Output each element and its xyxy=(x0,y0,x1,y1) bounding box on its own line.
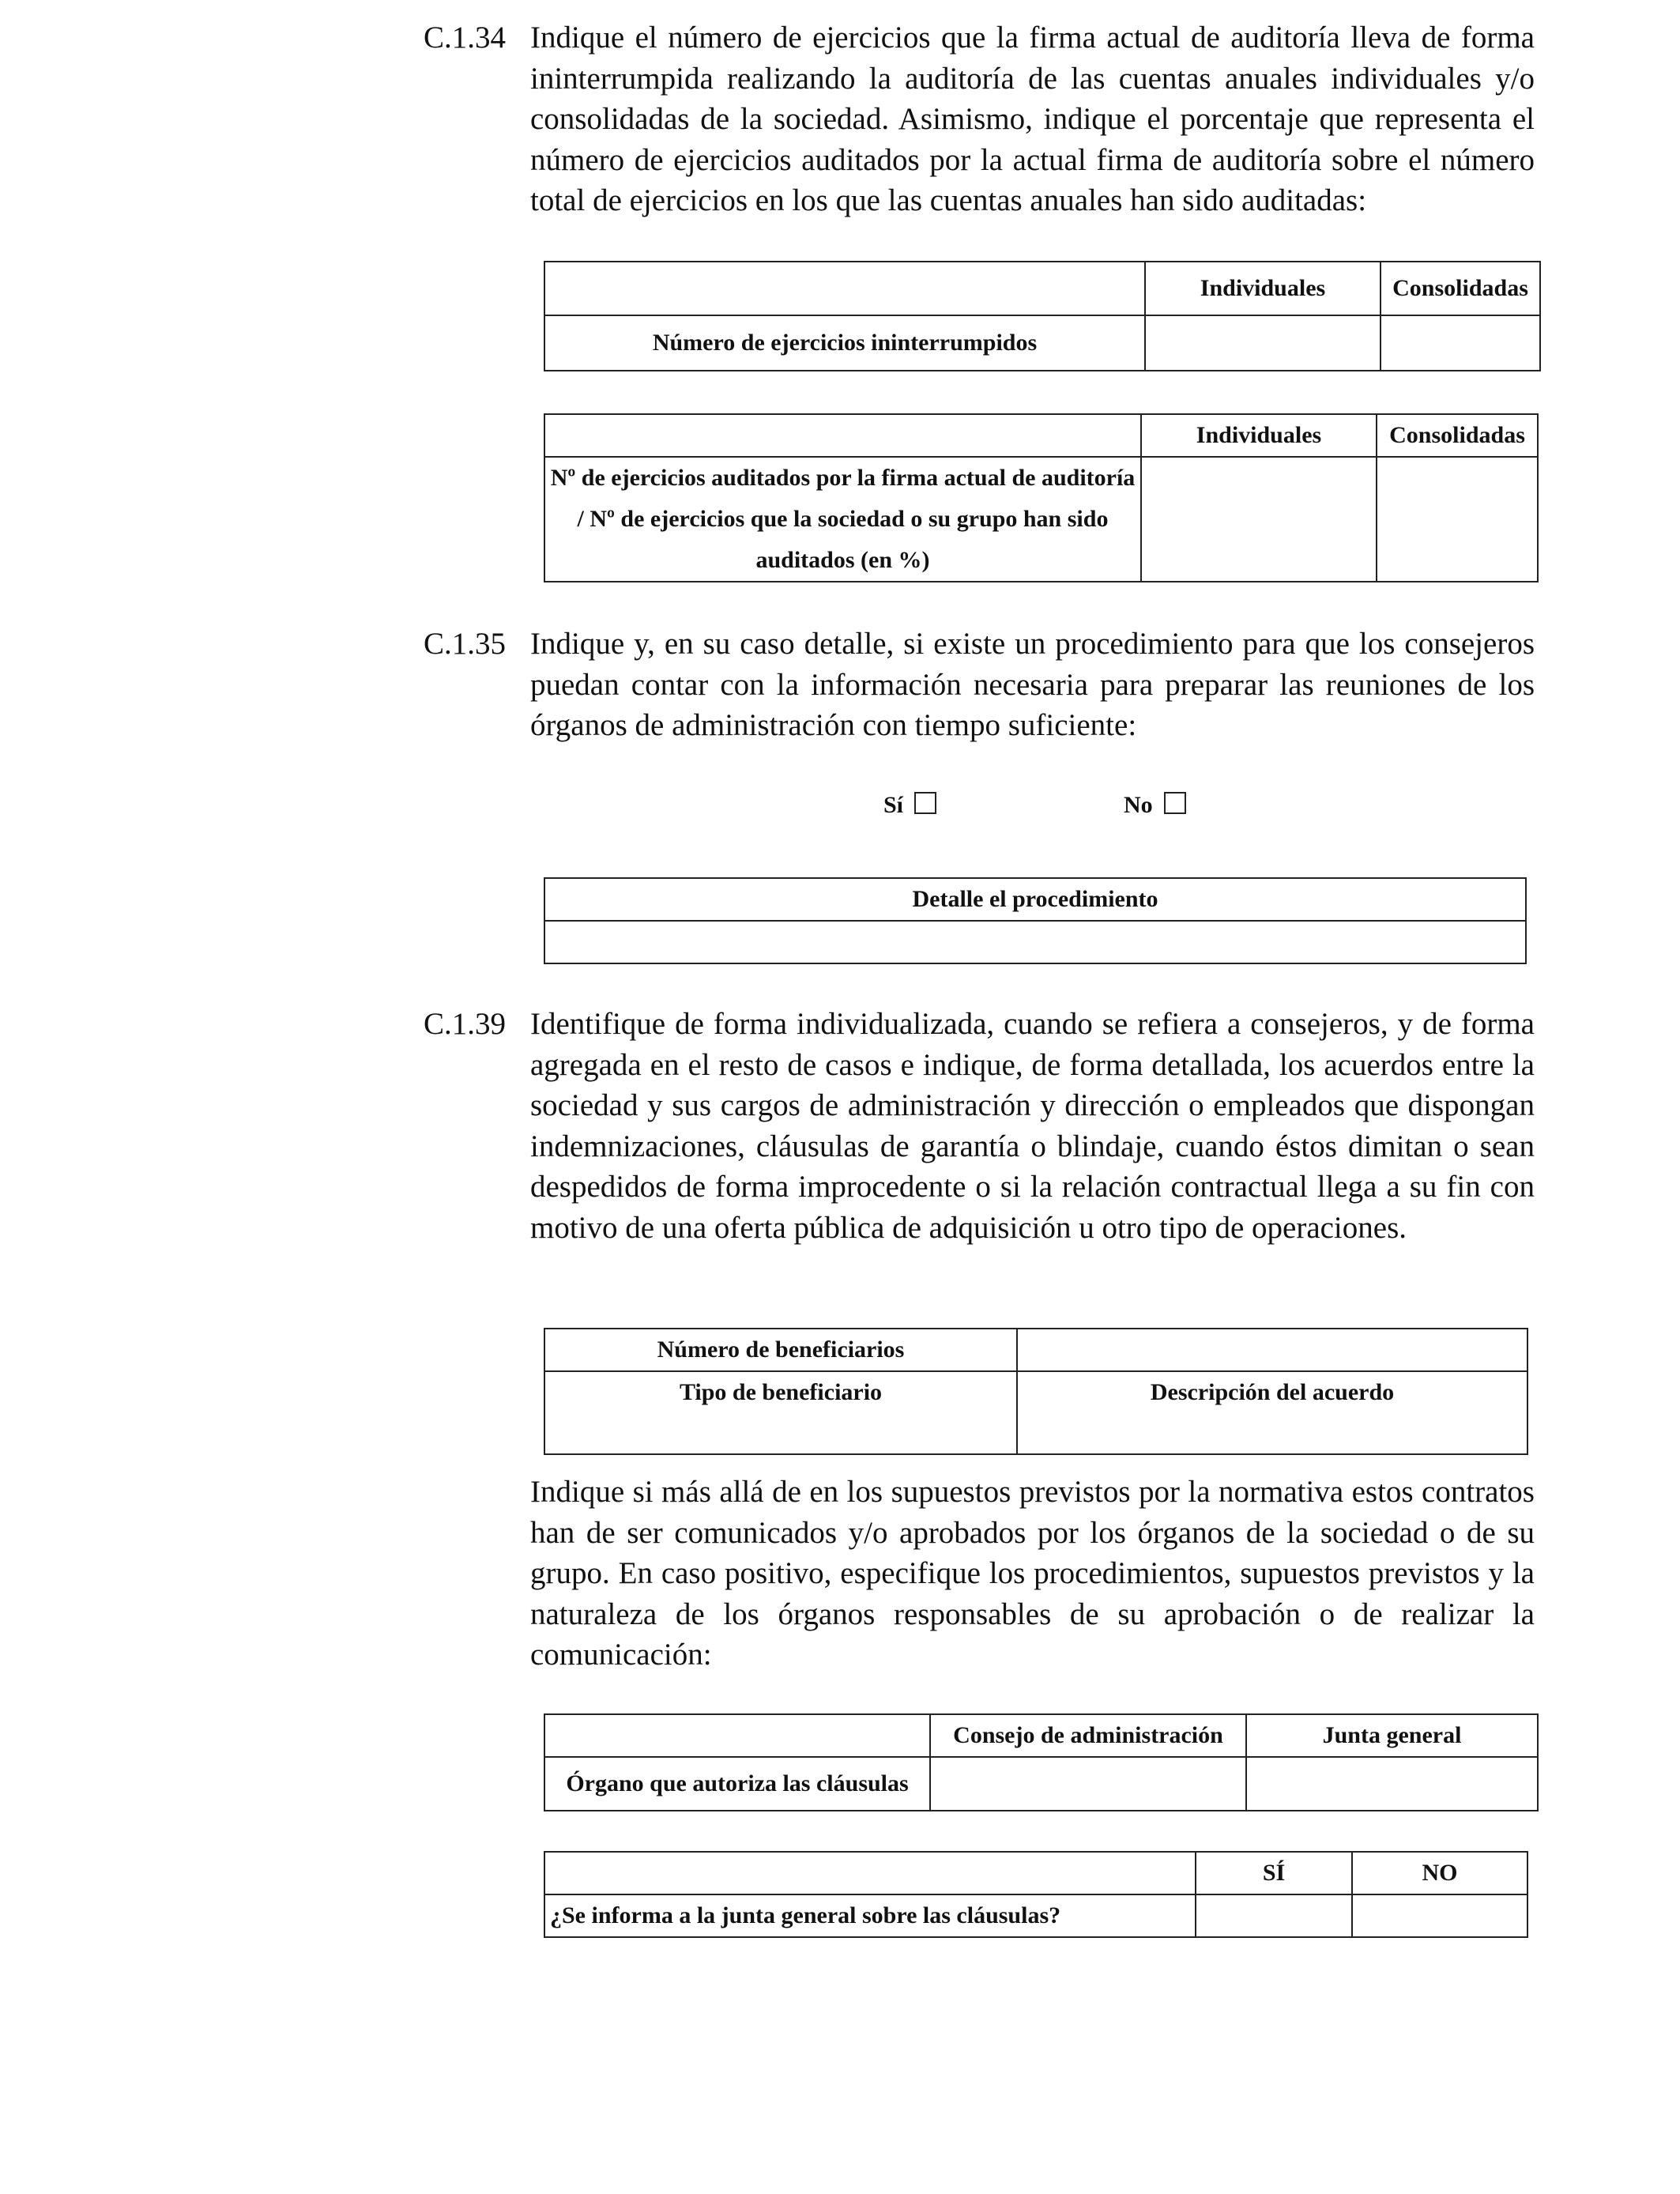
col-header-consolidadas: Consolidadas xyxy=(1377,414,1538,457)
beneficiaries-count-label: Número de beneficiarios xyxy=(544,1329,1017,1371)
beneficiaries-table xyxy=(544,1328,1528,1455)
individuales-value-cell[interactable] xyxy=(1141,457,1377,582)
section-text: Identifique de forma individualizada, cuando se refiera a consejeros, y de forma agregada en el resto de casos e indique, de forma detallada, los acuerdos entre la sociedad y sus cargos de administración y dirección o empleados que dispongan indemnizaciones, cláusulas de garantía o blindaje, cuando éstos dimitan o sean despedidos de forma improcedente o si la relación contractual llega a su fin con motivo de una oferta pública de adquisición u otro tipo de operaciones. xyxy=(530,1007,1535,1245)
yes-label: Sí xyxy=(883,792,904,818)
section-c134 xyxy=(424,17,1535,221)
col-header-individuales: Individuales xyxy=(1145,262,1381,315)
col-header-no: NO xyxy=(1352,1852,1527,1894)
col-header-consejo: Consejo de administración xyxy=(930,1714,1246,1757)
yes-checkbox[interactable] xyxy=(914,792,936,814)
no-value-cell[interactable] xyxy=(1352,1894,1527,1937)
procedure-detail-table xyxy=(544,877,1527,964)
yes-option[interactable] xyxy=(883,792,936,819)
detail-value-cell[interactable] xyxy=(544,921,1526,963)
section-number: C.1.34 xyxy=(424,21,507,55)
yes-no-options xyxy=(0,792,1680,839)
section-number: C.1.35 xyxy=(424,627,507,661)
organ-authorization-table xyxy=(544,1713,1539,1811)
detail-header: Detalle el procedimiento xyxy=(544,878,1526,921)
audited-percentage-table xyxy=(544,413,1539,582)
section-text: Indique si más allá de en los supuestos previstos por la normativa estos contratos han de ser comunicados y/o aprobados por los órganos de la sociedad o de su grupo. En caso positivo, especifique los procedimientos, supuestos previstos y la naturaleza de los órganos responsables de su aprobación o de realizar la comunicación: xyxy=(530,1475,1535,1672)
inform-board-table xyxy=(544,1851,1528,1938)
col-header-junta: Junta general xyxy=(1246,1714,1538,1757)
section-number: C.1.39 xyxy=(424,1007,507,1041)
row-label: Nº de ejercicios auditados por la firma actual de auditoría / Nº de ejercicios que la sociedad o su grupo han sido auditados (en %) xyxy=(544,457,1141,582)
beneficiary-type-header: Tipo de beneficiario xyxy=(544,1371,1017,1454)
section-c139-continuation xyxy=(424,1472,1535,1676)
individuales-value-cell[interactable] xyxy=(1145,315,1381,371)
section-c139 xyxy=(424,1004,1535,1248)
empty-header-cell xyxy=(544,262,1145,315)
consejo-value-cell[interactable] xyxy=(930,1757,1246,1811)
col-header-individuales: Individuales xyxy=(1141,414,1377,457)
empty-header-cell xyxy=(544,1852,1196,1894)
no-option[interactable] xyxy=(1124,792,1186,819)
agreement-description-header: Descripción del acuerdo xyxy=(1017,1371,1527,1454)
no-checkbox[interactable] xyxy=(1164,792,1186,814)
uninterrupted-years-table xyxy=(544,261,1541,371)
consolidadas-value-cell[interactable] xyxy=(1377,457,1538,582)
section-c135 xyxy=(424,624,1535,746)
si-value-cell[interactable] xyxy=(1196,1894,1352,1937)
row-label: Órgano que autoriza las cláusulas xyxy=(544,1757,930,1811)
beneficiaries-count-value[interactable] xyxy=(1017,1329,1527,1371)
no-label: No xyxy=(1124,792,1153,818)
col-header-consolidadas: Consolidadas xyxy=(1381,262,1540,315)
consolidadas-value-cell[interactable] xyxy=(1381,315,1540,371)
empty-header-cell xyxy=(544,414,1141,457)
row-label: Número de ejercicios ininterrumpidos xyxy=(544,315,1145,371)
section-text: Indique y, en su caso detalle, si existe un procedimiento para que los consejeros puedan contar con la información necesaria para preparar las reuniones de los órganos de administración con tiempo suficiente: xyxy=(530,627,1535,742)
junta-value-cell[interactable] xyxy=(1246,1757,1538,1811)
row-label: ¿Se informa a la junta general sobre las cláusulas? xyxy=(544,1894,1196,1937)
section-text: Indique el número de ejercicios que la firma actual de auditoría lleva de forma ininterrumpida realizando la auditoría de las cuentas anuales individuales y/o consolidadas de la sociedad. Asimismo, indique el porcentaje que representa el número de ejercicios auditados por la actual firma de auditoría sobre el número total de ejercicios en los que las cuentas anuales han sido auditadas: xyxy=(530,21,1535,217)
col-header-si: SÍ xyxy=(1196,1852,1352,1894)
empty-header-cell xyxy=(544,1714,930,1757)
